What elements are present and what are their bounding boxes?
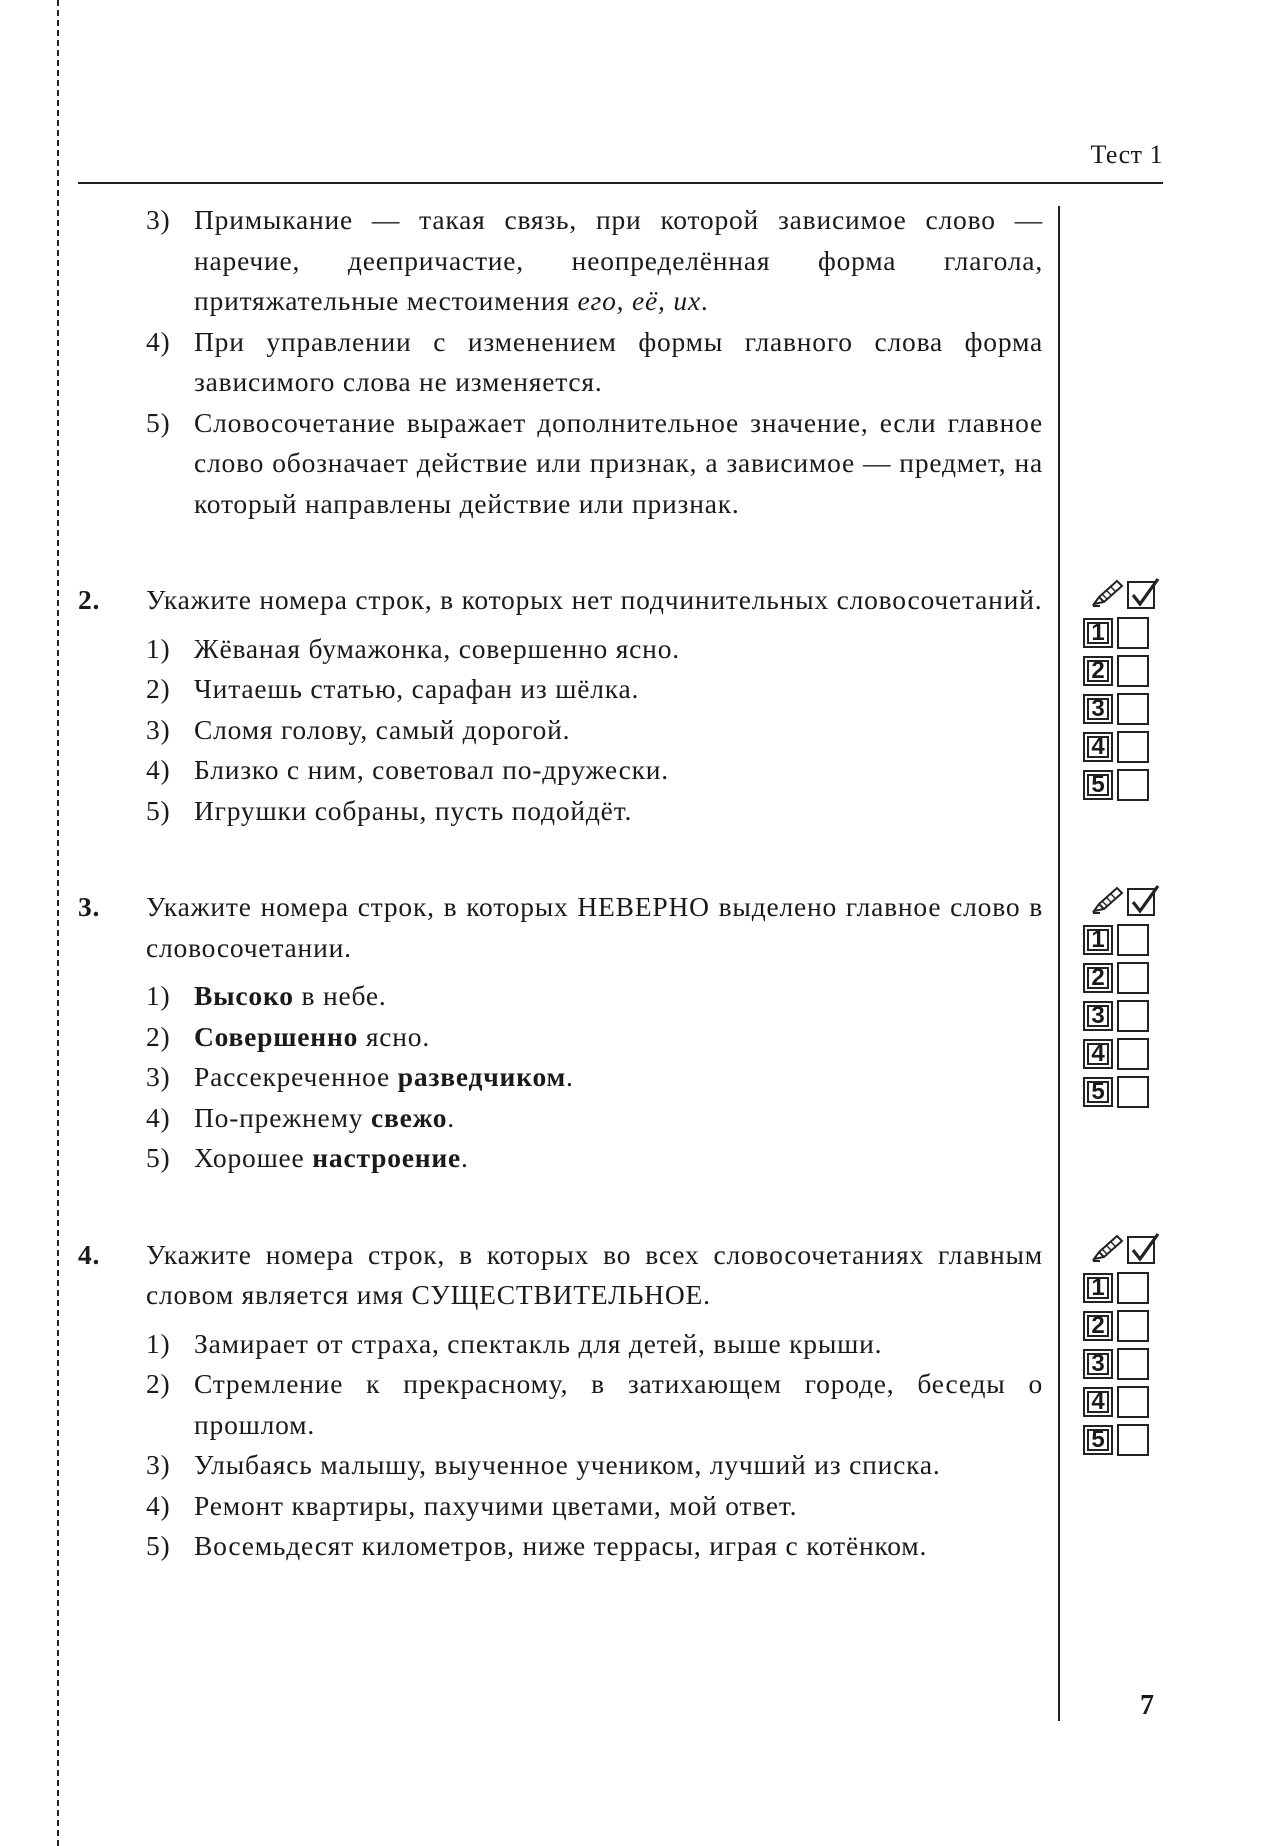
header-divider <box>78 182 1163 184</box>
option-number: 4) <box>146 754 171 785</box>
answer-row <box>1083 1383 1163 1421</box>
answer-checkbox[interactable] <box>1117 1000 1149 1032</box>
answer-checkbox[interactable] <box>1117 1038 1149 1070</box>
question-text <box>146 887 1043 968</box>
answer-checkbox[interactable] <box>1117 1348 1149 1380</box>
answer-number-box: 1 <box>1083 1273 1113 1303</box>
italic-text: его, её, их <box>577 285 701 316</box>
option-text <box>194 322 1043 403</box>
answer-checkbox[interactable] <box>1117 617 1149 649</box>
pencil-icon <box>1091 578 1125 613</box>
answer-checkbox[interactable] <box>1117 1386 1149 1418</box>
highlighted-word: настроение <box>312 1142 462 1173</box>
text-fragment: По-прежнему <box>194 1101 371 1133</box>
text-fragment: . <box>700 285 709 316</box>
option-text <box>194 1138 1043 1179</box>
checkbox-check-icon <box>1127 888 1155 916</box>
answer-grid-header <box>1083 883 1163 921</box>
option-number: 3) <box>146 1061 171 1092</box>
text-fragment: Укажите номера строк, в которых во всех словосочетаниях главным словом является имя СУЩЕСТВИТЕЛЬНОЕ. <box>146 1238 1043 1310</box>
highlighted-word: свежо <box>371 1101 448 1133</box>
answer-number-box: 3 <box>1083 1001 1113 1031</box>
answer-row <box>1083 1307 1163 1345</box>
text-fragment: Словосочетание выражает дополнительное значение, если главное слово обозначает действие или признак, а зависимое — предмет, на который направлены действие или признак. <box>194 406 1043 519</box>
continued-options <box>78 200 1043 524</box>
highlighted-word: Совершенно <box>194 1020 359 1052</box>
text-fragment: Жёваная бумажонка, совершенно ясно. <box>194 632 680 664</box>
checkbox-check-icon <box>1127 1236 1155 1264</box>
answer-number-box: 3 <box>1083 1349 1113 1379</box>
highlighted-word: Высоко <box>194 980 294 1011</box>
answer-checkbox[interactable] <box>1117 1076 1149 1108</box>
option-text <box>194 403 1043 525</box>
answer-checkbox[interactable] <box>1117 1424 1149 1456</box>
text-fragment: Сломя голову, самый дорогой. <box>194 713 571 745</box>
text-fragment: Укажите номера строк, в которых НЕВЕРНО выделено главное слово в словосочетании. <box>146 891 1043 963</box>
answer-grid <box>1083 883 1163 1111</box>
answer-number-box: 4 <box>1083 1039 1113 1069</box>
text-fragment: . <box>461 1142 469 1173</box>
text-fragment: Улыбаясь малышу, выученное учеником, лучший из списка. <box>194 1449 941 1480</box>
option-item <box>146 1098 1043 1139</box>
answer-row <box>1083 728 1163 766</box>
option-number: 3) <box>146 713 171 745</box>
option-item <box>146 1017 1043 1058</box>
option-number: 3) <box>146 1449 171 1480</box>
answer-checkbox[interactable] <box>1117 769 1149 801</box>
answer-number-box: 4 <box>1083 1387 1113 1417</box>
option-number: 4) <box>146 1101 171 1133</box>
option-item <box>146 710 1043 751</box>
task-2 <box>78 580 1043 831</box>
option-text <box>194 629 1043 670</box>
option-item <box>146 1057 1043 1098</box>
option-text <box>194 710 1043 751</box>
answer-number-box: 1 <box>1083 618 1113 648</box>
highlighted-word: разведчиком <box>397 1061 567 1092</box>
answer-checkbox[interactable] <box>1117 924 1149 956</box>
page-content <box>78 200 1043 1567</box>
option-text <box>194 1017 1043 1058</box>
option-item <box>146 669 1043 710</box>
text-fragment: Близко с ним, советовал по-дружески. <box>194 754 669 785</box>
answer-number-box: 2 <box>1083 1311 1113 1341</box>
option-item <box>146 1486 1043 1527</box>
answer-checkbox[interactable] <box>1117 731 1149 763</box>
answer-checkbox[interactable] <box>1117 1310 1149 1342</box>
text-fragment: Примыкание — такая связь, при которой зависимое слово — наречие, деепричастие, неопределённая форма глагола, притяжательные местоимения <box>194 204 1043 316</box>
text-fragment: Восемьдесят километров, ниже террасы, играя с котёнком. <box>194 1530 928 1561</box>
answer-number-box: 3 <box>1083 694 1113 724</box>
task-question <box>78 580 1043 621</box>
answer-checkbox[interactable] <box>1117 655 1149 687</box>
answer-checkbox[interactable] <box>1117 962 1149 994</box>
option-item <box>146 791 1043 832</box>
text-fragment: Замирает от страха, спектакль для детей, выше крыши. <box>194 1327 883 1359</box>
option-number: 2) <box>146 673 171 704</box>
option-list <box>78 1324 1043 1567</box>
option-number: 5) <box>146 794 171 826</box>
answer-column-divider <box>1058 206 1060 1721</box>
answer-row <box>1083 1345 1163 1383</box>
answer-number-box: 4 <box>1083 732 1113 762</box>
option-text <box>194 200 1043 322</box>
answer-number-box: 2 <box>1083 963 1113 993</box>
option-text <box>194 1324 1043 1365</box>
option-number: 4) <box>146 325 171 357</box>
text-fragment: Укажите номера строк, в которых нет подчинительных словосочетаний. <box>146 584 1043 615</box>
pencil-icon <box>1091 885 1125 920</box>
text-fragment: При управлении с изменением формы главного слова форма зависимого слова не изменяется. <box>194 325 1043 397</box>
answer-row <box>1083 766 1163 804</box>
text-fragment: Читаешь статью, сарафан из шёлка. <box>194 673 640 704</box>
text-fragment: Хорошее <box>194 1142 313 1173</box>
answer-checkbox[interactable] <box>1117 1272 1149 1304</box>
option-item <box>146 1324 1043 1365</box>
option-text <box>194 1364 1043 1445</box>
answer-number-box: 2 <box>1083 656 1113 686</box>
option-item <box>146 1445 1043 1486</box>
cut-line <box>57 0 59 1846</box>
option-text <box>194 750 1043 791</box>
page-number: 7 <box>1140 1690 1154 1721</box>
option-list <box>78 629 1043 832</box>
option-list <box>78 976 1043 1179</box>
task-number: 2. <box>78 584 101 615</box>
option-item <box>146 1526 1043 1567</box>
text-fragment: Стремление к прекрасному, в затихающем городе, беседы о прошлом. <box>194 1368 1043 1440</box>
answer-row <box>1083 959 1163 997</box>
text-fragment: . <box>447 1101 455 1133</box>
text-fragment: . <box>566 1061 574 1092</box>
text-fragment: Рассекреченное <box>194 1061 398 1092</box>
answer-row <box>1083 1269 1163 1307</box>
task-number: 3. <box>78 891 101 922</box>
continued-option <box>146 403 1043 525</box>
answer-number-box: 1 <box>1083 925 1113 955</box>
continued-option <box>146 200 1043 322</box>
option-text <box>194 1526 1043 1567</box>
option-text <box>194 1098 1043 1139</box>
option-item <box>146 1364 1043 1445</box>
option-number: 5) <box>146 1142 171 1173</box>
text-fragment: Ремонт квартиры, пахучими цветами, мой ответ. <box>194 1489 798 1521</box>
option-text <box>194 1445 1043 1486</box>
question-text <box>146 1235 1043 1316</box>
task-question <box>78 887 1043 968</box>
option-number: 2) <box>146 1368 171 1399</box>
checkbox-check-icon <box>1127 581 1155 609</box>
option-number: 1) <box>146 980 171 1011</box>
answer-row <box>1083 690 1163 728</box>
answer-number-box: 5 <box>1083 770 1113 800</box>
answer-grid-header <box>1083 1231 1163 1269</box>
answer-row <box>1083 1035 1163 1073</box>
answer-row <box>1083 1421 1163 1459</box>
answer-grid <box>1083 1231 1163 1459</box>
text-fragment: в небе. <box>293 980 387 1011</box>
task-number: 4. <box>78 1238 101 1270</box>
task-3 <box>78 887 1043 1179</box>
text-fragment: ясно. <box>358 1020 431 1052</box>
option-text <box>194 791 1043 832</box>
option-number: 5) <box>146 406 171 438</box>
answer-number-box: 5 <box>1083 1077 1113 1107</box>
answer-row <box>1083 997 1163 1035</box>
question-text <box>146 580 1043 621</box>
answer-row <box>1083 1073 1163 1111</box>
answer-grid-header <box>1083 576 1163 614</box>
continued-option <box>146 322 1043 403</box>
option-item <box>146 750 1043 791</box>
task-question <box>78 1235 1043 1316</box>
option-number: 1) <box>146 1327 171 1359</box>
option-item <box>146 976 1043 1017</box>
pencil-icon <box>1091 1233 1125 1268</box>
option-item <box>146 629 1043 670</box>
test-header: Тест 1 <box>1090 140 1163 169</box>
answer-row <box>1083 652 1163 690</box>
answer-number-box: 5 <box>1083 1425 1113 1455</box>
option-number: 1) <box>146 632 171 664</box>
option-number: 2) <box>146 1020 171 1052</box>
task-list <box>78 580 1043 1567</box>
option-item <box>146 1138 1043 1179</box>
answer-row <box>1083 614 1163 652</box>
option-text <box>194 669 1043 710</box>
option-number: 4) <box>146 1489 171 1521</box>
answer-checkbox[interactable] <box>1117 693 1149 725</box>
answer-grid <box>1083 576 1163 804</box>
task-4 <box>78 1235 1043 1567</box>
answer-row <box>1083 921 1163 959</box>
option-number: 3) <box>146 204 171 235</box>
option-number: 5) <box>146 1530 171 1561</box>
text-fragment: Игрушки собраны, пусть подойдёт. <box>194 794 633 826</box>
option-text <box>194 1057 1043 1098</box>
option-text <box>194 1486 1043 1527</box>
option-text <box>194 976 1043 1017</box>
